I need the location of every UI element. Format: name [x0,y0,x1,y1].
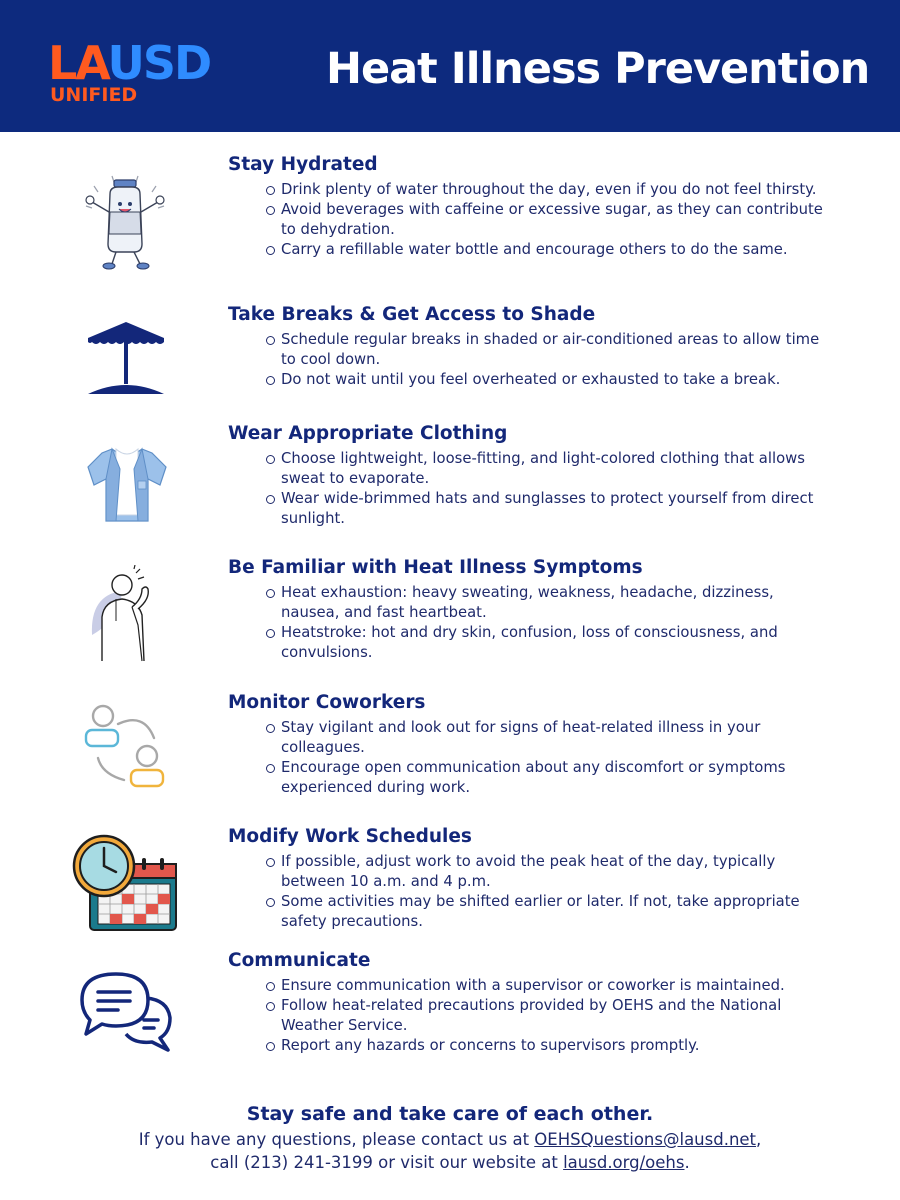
footer-line1-suffix: , [756,1130,762,1149]
coworkers-icon [72,698,182,798]
clock-calendar-icon [72,834,182,934]
list-item: Carry a refillable water bottle and encourage others to do the same. [266,240,826,260]
bullet-list [266,976,826,1056]
list-item: Avoid beverages with caffeine or excessive sugar, as they can contribute to dehydration. [266,200,826,240]
list-item: Schedule regular breaks in shaded or air-conditioned areas to allow time to cool down. [266,330,826,370]
logo-unified: UNIFIED [50,84,138,106]
list-item: Wear wide-brimmed hats and sunglasses to protect yourself from direct sunlight. [266,489,826,529]
list-item: Heat exhaustion: heavy sweating, weakness, headache, dizziness, nausea, and fast heartbeat. [266,583,826,623]
list-item: Some activities may be shifted earlier or later. If not, take appropriate safety precautions. [266,892,826,932]
list-item: Drink plenty of water throughout the day, even if you do not feel thirsty. [266,180,826,200]
section-title: Modify Work Schedules [228,826,472,847]
sweating-person-icon [72,565,182,665]
section-title: Wear Appropriate Clothing [228,423,508,444]
section-title: Monitor Coworkers [228,692,426,713]
shirt-icon [72,435,182,535]
email-link[interactable]: OEHSQuestions@lausd.net [534,1130,757,1149]
bullet-list [266,583,826,663]
list-item: Encourage open communication about any discomfort or symptoms experienced during work. [266,758,826,798]
water-bottle-icon [72,172,182,272]
bullet-list [266,852,826,932]
lausd-logo [48,36,268,110]
list-item: Follow heat-related precautions provided by OEHS and the National Weather Service. [266,996,826,1036]
list-item: Choose lightweight, loose-fitting, and light-colored clothing that allows sweat to evaporate. [266,449,826,489]
list-item: If possible, adjust work to avoid the peak heat of the day, typically between 10 a.m. and 4 p.m. [266,852,826,892]
list-item: Do not wait until you feel overheated or exhausted to take a break. [266,370,826,390]
bullet-list [266,449,826,529]
footer-line1-text: If you have any questions, please contact us at [138,1130,535,1149]
header-banner [0,0,900,132]
list-item: Report any hazards or concerns to supervisors promptly. [266,1036,826,1056]
bullet-list [266,718,826,798]
logo-la: LA [48,36,108,90]
chat-bubbles-icon [72,970,182,1070]
logo-wordmark [48,36,211,90]
footer-title: Stay safe and take care of each other. [246,1103,654,1125]
section-title: Take Breaks & Get Access to Shade [228,304,596,325]
list-item: Stay vigilant and look out for signs of heat-related illness in your colleagues. [266,718,826,758]
list-item: Heatstroke: hot and dry skin, confusion, loss of consciousness, and convulsions. [266,623,826,663]
umbrella-shade-icon [72,312,182,412]
website-link[interactable]: lausd.org/oehs [563,1153,685,1172]
page-title: Heat Illness Prevention [326,44,870,94]
bullet-list [266,330,826,390]
list-item: Ensure communication with a supervisor or coworker is maintained. [266,976,826,996]
footer [0,1100,900,1174]
footer-line2-suffix: . [684,1153,690,1172]
section-title: Communicate [228,950,371,971]
logo-usd: USD [107,36,211,90]
footer-website-line [0,1151,900,1174]
footer-line2-text: call (213) 241-3199 or visit our website at [210,1153,564,1172]
bullet-list [266,180,826,260]
section-title: Stay Hydrated [228,154,378,175]
footer-contact-line [0,1128,900,1151]
section-title: Be Familiar with Heat Illness Symptoms [228,557,643,578]
